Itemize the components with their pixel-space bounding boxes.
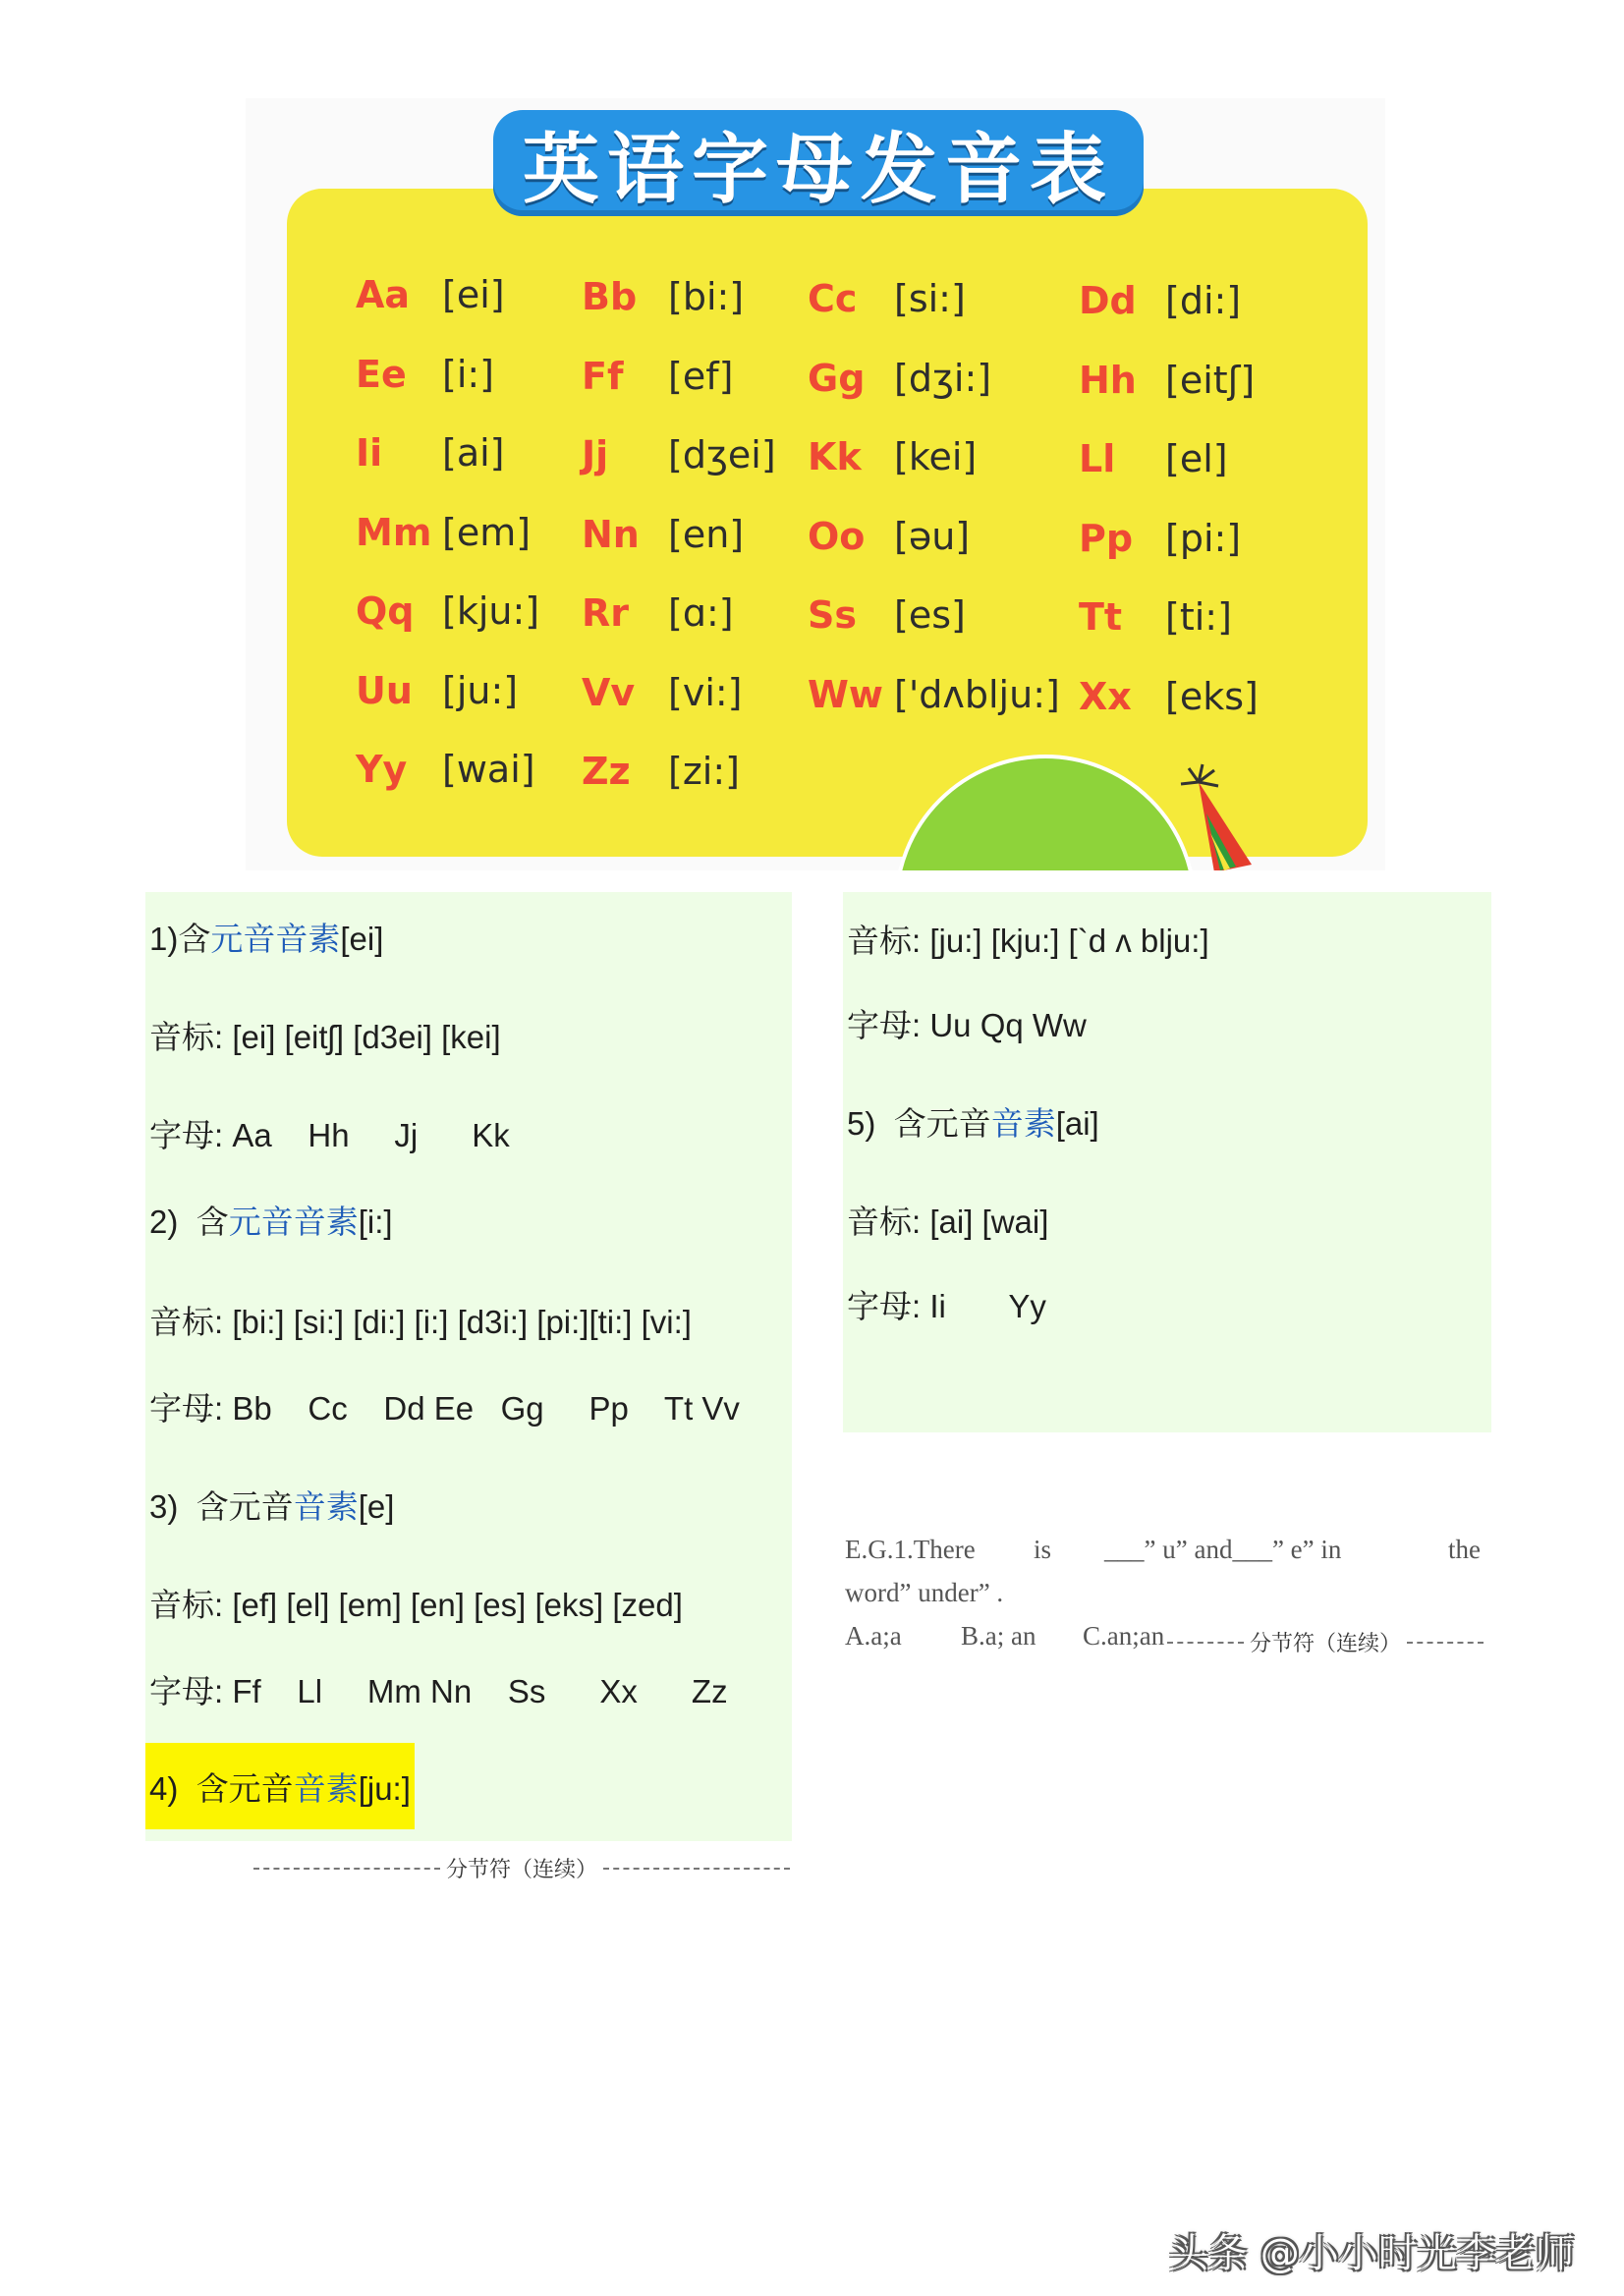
alphabet-letter: Xx (1079, 674, 1132, 718)
alphabet-cell (582, 425, 776, 484)
alphabet-cell (1079, 509, 1241, 568)
alphabet-phonetic: [pi:] (1165, 516, 1242, 560)
exercise-line-1d: the (1448, 1535, 1481, 1564)
left-notes-panel (145, 892, 792, 1841)
exercise-option-b: B.a; an (961, 1621, 1036, 1651)
exercise-line-1c: ___” u” and___” e” in (1104, 1535, 1342, 1564)
alphabet-grid (246, 98, 1385, 870)
alphabet-letter: Yy (356, 748, 408, 791)
section-4-ipa: 音标: [ju:] [kju:] [`d ʌ blju:] (847, 923, 1209, 959)
alphabet-cell (1079, 271, 1241, 330)
alphabet-letter: Cc (808, 277, 858, 320)
alphabet-poster (246, 98, 1385, 870)
alphabet-phonetic: [si:] (894, 277, 966, 320)
section-2-phoneme: [i:] (358, 1204, 393, 1240)
alphabet-cell (356, 740, 535, 799)
alphabet-cell (1079, 429, 1228, 488)
alphabet-cell (808, 586, 966, 644)
exercise-option-a: A.a;a (845, 1621, 902, 1651)
alphabet-cell (582, 347, 733, 406)
section-3-ipa: 音标: [ef] [el] [em] [en] [es] [eks] [zed] (149, 1587, 683, 1623)
alphabet-cell (582, 663, 743, 722)
alphabet-letter: Ee (356, 352, 407, 396)
alphabet-phonetic: [wai] (442, 748, 535, 791)
alphabet-letter: Pp (1079, 516, 1134, 560)
alphabet-letter: Nn (582, 512, 640, 556)
alphabet-phonetic: [di:] (1165, 279, 1242, 322)
alphabet-letter: Qq (356, 589, 415, 633)
section-4-phoneme: [ju:] (358, 1769, 411, 1807)
exercise-option-c: C.an;an (1083, 1621, 1165, 1651)
alphabet-phonetic: [ai] (442, 431, 505, 475)
section-5-ipa: 音标: [ai] [wai] (847, 1204, 1049, 1240)
exercise-line-2: word” under” . (845, 1578, 1004, 1607)
alphabet-letter: Dd (1079, 279, 1137, 322)
alphabet-cell (808, 665, 1060, 724)
section-3-keyword: 音素 (293, 1488, 359, 1525)
alphabet-cell (356, 265, 505, 324)
alphabet-letter: Vv (582, 670, 636, 714)
section-5-letters: 字母: Ii Yy (847, 1288, 1046, 1324)
alphabet-cell (582, 267, 744, 326)
right-notes-panel (843, 892, 1491, 1432)
section-4-prefix: 4) 含元音 (149, 1769, 294, 1807)
alphabet-cell (582, 742, 740, 801)
alphabet-cell (356, 582, 539, 641)
section-4-letters: 字母: Uu Qq Ww (847, 1007, 1087, 1043)
alphabet-cell (356, 423, 505, 482)
section-2-keyword: 元音音素 (228, 1204, 359, 1240)
alphabet-phonetic: [em] (442, 510, 532, 554)
section-break-label: 分节符（连续） (1250, 1632, 1402, 1656)
alphabet-phonetic: [el] (1165, 437, 1228, 480)
alphabet-cell (1079, 667, 1259, 726)
section-3-prefix: 3) 含元音 (149, 1488, 294, 1525)
alphabet-letter: Ll (1079, 437, 1116, 480)
alphabet-phonetic: [en] (668, 512, 745, 556)
alphabet-cell (808, 269, 966, 328)
alphabet-phonetic: [es] (894, 593, 966, 637)
alphabet-letter: Ww (808, 672, 884, 716)
alphabet-phonetic: [ti:] (1165, 595, 1232, 639)
alphabet-cell (1079, 351, 1255, 410)
section-3-title (149, 1482, 394, 1528)
alphabet-phonetic: [vi:] (668, 670, 743, 714)
alphabet-phonetic: [ef] (668, 354, 734, 398)
exercise-line-1a: E.G.1.There (845, 1535, 976, 1564)
alphabet-phonetic: [dʒi:] (894, 356, 992, 400)
alphabet-cell (1079, 588, 1232, 646)
alphabet-cell (356, 345, 494, 404)
alphabet-cell (808, 507, 970, 566)
section-5-phoneme: [ai] (1055, 1105, 1099, 1142)
alphabet-phonetic: [dʒei] (668, 433, 776, 476)
section-4-title (149, 1764, 411, 1810)
section-4-highlight (145, 1743, 415, 1829)
alphabet-cell (356, 661, 518, 720)
alphabet-cell (582, 584, 734, 643)
alphabet-cell (582, 505, 744, 564)
alphabet-letter: Aa (356, 273, 411, 316)
section-break-right (1167, 1627, 1484, 1657)
alphabet-phonetic: [zi:] (668, 750, 740, 793)
section-2-title (149, 1197, 393, 1243)
watermark: 头条 @小小时光李老师 (1169, 2231, 1575, 2276)
alphabet-letter: Bb (582, 275, 638, 318)
alphabet-letter: Ss (808, 593, 857, 637)
section-3-phoneme: [e] (358, 1488, 395, 1525)
section-1-phoneme: [ei] (340, 921, 384, 957)
section-1-letters: 字母: Aa Hh Jj Kk (149, 1117, 510, 1153)
section-1-prefix: 1)含 (149, 921, 211, 957)
alphabet-letter: Hh (1079, 358, 1137, 402)
alphabet-phonetic: [bi:] (668, 275, 745, 318)
section-2-ipa: 音标: [bi:] [si:] [di:] [i:] [d3i:] [pi:][ti:] [vi:] (149, 1304, 692, 1340)
exercise-line-1b: is (1034, 1535, 1052, 1564)
section-5-keyword: 音素 (990, 1105, 1056, 1142)
alphabet-cell (808, 349, 991, 408)
section-1-title (149, 914, 383, 960)
alphabet-letter: Tt (1079, 595, 1123, 639)
section-1-ipa: 音标: [ei] [eitʃ] [d3ei] [kei] (149, 1019, 501, 1055)
alphabet-phonetic: [əu] (894, 514, 971, 558)
alphabet-phonetic: [eks] (1165, 674, 1259, 718)
alphabet-phonetic: [eitʃ] (1165, 358, 1256, 402)
section-4-keyword: 音素 (293, 1769, 359, 1807)
alphabet-letter: Mm (356, 510, 432, 554)
alphabet-phonetic: ['dʌblju:] (894, 672, 1060, 716)
section-break-left (253, 1853, 790, 1883)
alphabet-letter: Gg (808, 356, 866, 400)
alphabet-phonetic: [ju:] (442, 668, 519, 712)
alphabet-letter: Rr (582, 591, 630, 635)
section-2-prefix: 2) 含 (149, 1204, 229, 1240)
alphabet-letter: Oo (808, 514, 866, 558)
alphabet-phonetic: [ɑ:] (668, 591, 734, 635)
section-2-letters: 字母: Bb Cc Dd Ee Gg Pp Tt Vv (149, 1390, 740, 1427)
section-break-label: 分节符（连续） (446, 1858, 598, 1882)
alphabet-letter: Ii (356, 431, 383, 475)
alphabet-phonetic: [kju:] (442, 589, 540, 633)
section-3-letters: 字母: Ff Ll Mm Nn Ss Xx Zz (149, 1673, 728, 1709)
section-5-prefix: 5) 含元音 (847, 1105, 991, 1142)
alphabet-cell (808, 427, 977, 486)
alphabet-letter: Jj (582, 433, 609, 476)
alphabet-letter: Zz (582, 750, 631, 793)
alphabet-cell (356, 503, 531, 562)
alphabet-phonetic: [kei] (894, 435, 978, 478)
alphabet-letter: Kk (808, 435, 862, 478)
section-1-keyword: 元音音素 (210, 921, 341, 957)
poster-title: 英语字母发音表 (522, 126, 1114, 214)
alphabet-letter: Uu (356, 668, 413, 712)
alphabet-letter: Ff (582, 354, 624, 398)
alphabet-phonetic: [i:] (442, 352, 495, 396)
section-5-title (847, 1098, 1099, 1145)
alphabet-phonetic: [ei] (442, 273, 505, 316)
